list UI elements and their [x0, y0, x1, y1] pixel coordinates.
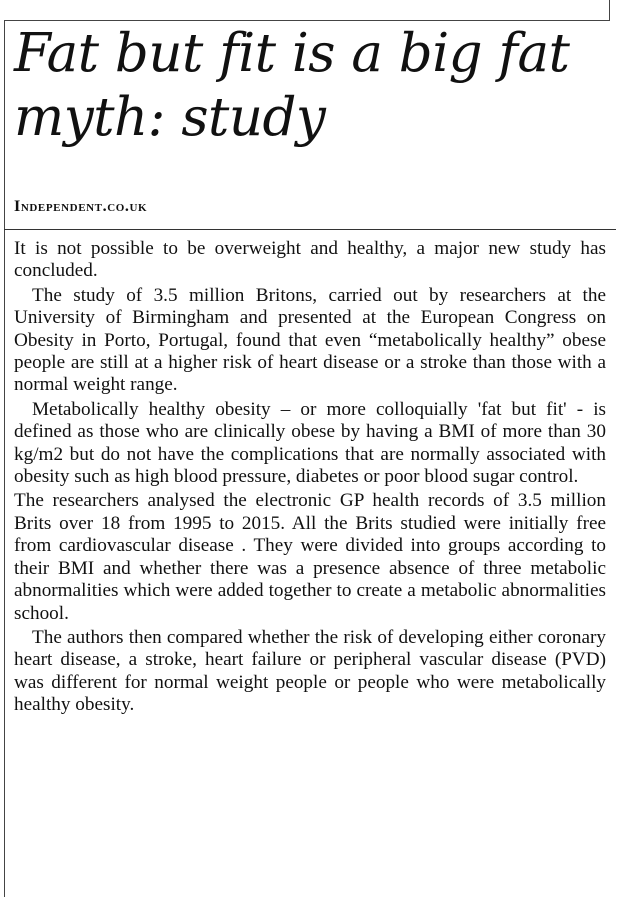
header-divider: [4, 229, 616, 230]
paragraph-2: The study of 3.5 million Britons, carried out by researchers at the University of Birmingham and presented at the European Congress on Obesity in Porto, Portugal, found that even “metabolically healthy” obese people are still at a higher risk of heart disease or a stroke than those with a normal weight range.: [14, 284, 606, 396]
paragraph-4: The researchers analysed the electronic GP health records of 3.5 million Brits over 18 from 1995 to 2015. All the Brits studied were initially free from cardiovascular disease . They were divided into groups according to their BMI and whether there was a presence absence of three metabolic abnormalities which were added together to create a metabolic abnormalities school.: [14, 490, 606, 624]
paragraph-3: Metabolically healthy obesity – or more colloquially 'fat but fit' - is defined as those who are clinically obese by having a BMI of more than 30 kg/m2 but do not have the complications that are normally associated with obesity such as high blood pressure, diabetes or poor blood sugar control.: [14, 398, 606, 488]
article-body: [14, 238, 606, 719]
article-headline: Fat but fit is a big fat myth: study: [14, 23, 570, 148]
article-source: Independent.co.uk: [14, 198, 148, 215]
paragraph-1: It is not possible to be overweight and healthy, a major new study has concluded.: [14, 238, 606, 282]
left-border: [4, 20, 5, 897]
paragraph-5: The authors then compared whether the risk of developing either coronary heart disease, a stroke, heart failure or peripheral vascular disease (PVD) was different for normal weight people or people who were metabolically healthy obesity.: [14, 626, 606, 716]
top-border: [4, 20, 610, 21]
right-border-stub: [609, 0, 610, 20]
